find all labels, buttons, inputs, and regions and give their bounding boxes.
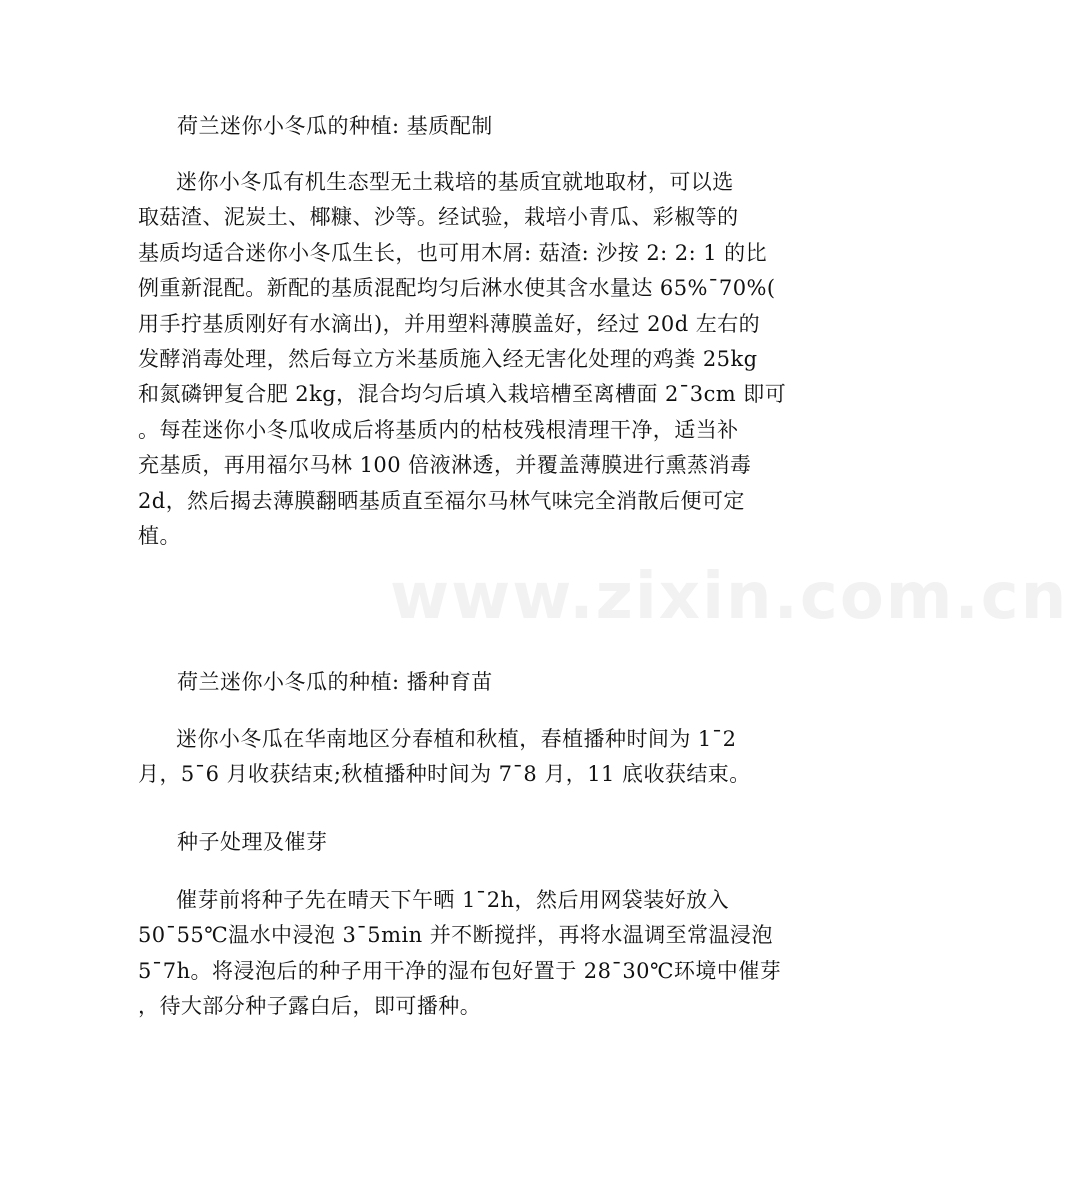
paragraph-line: 2d，然后揭去薄膜翻晒基质直至福尔马林气味完全消散后便可定 xyxy=(138,488,745,513)
paragraph-line: 植。 xyxy=(138,523,181,548)
section-heading-seed-treatment: 种子处理及催芽 xyxy=(177,830,328,854)
paragraph-line: 催芽前将种子先在晴天下午晒 1¯2h，然后用网袋装好放入 xyxy=(176,888,730,912)
paragraph-line: 月，5¯6 月收获结束;秋植播种时间为 7¯8 月，11 底收获结束。 xyxy=(138,762,751,787)
paragraph-substrate xyxy=(138,165,788,554)
paragraph-line: 50¯55℃温水中浸泡 3¯5min 并不断搅拌，再将水温调至常温浸泡 xyxy=(138,923,773,948)
section-heading-sowing: 荷兰迷你小冬瓜的种植: 播种育苗 xyxy=(177,670,493,694)
watermark: www.zixin.com.cn xyxy=(390,560,1068,634)
paragraph-line: 基质均适合迷你小冬瓜生长，也可用木屑: 菇渣: 沙按 2: 2: 1 的比 xyxy=(138,240,768,265)
paragraph-seed-treatment xyxy=(138,883,788,1025)
paragraph-line: 和氮磷钾复合肥 2kg，混合均匀后填入栽培槽至离槽面 2¯3cm 即可 xyxy=(138,382,787,407)
paragraph-line: 充基质，再用福尔马林 100 倍液淋透，并覆盖薄膜进行熏蒸消毒 xyxy=(138,453,752,478)
paragraph-line: 发酵消毒处理，然后每立方米基质施入经无害化处理的鸡粪 25kg xyxy=(138,346,758,371)
section-heading-substrate: 荷兰迷你小冬瓜的种植: 基质配制 xyxy=(177,114,493,138)
paragraph-line: 迷你小冬瓜在华南地区分春植和秋植，春植播种时间为 1¯2 xyxy=(176,727,737,751)
paragraph-line: 迷你小冬瓜有机生态型无土栽培的基质宜就地取材，可以选 xyxy=(176,170,734,194)
paragraph-sowing xyxy=(138,722,788,793)
paragraph-line: 例重新混配。新配的基质混配均匀后淋水使其含水量达 65%¯70%( xyxy=(138,276,776,301)
paragraph-line: 取菇渣、泥炭土、椰糠、沙等。经试验，栽培小青瓜、彩椒等的 xyxy=(138,205,739,230)
paragraph-line: 5¯7h。将浸泡后的种子用干净的湿布包好置于 28¯30℃环境中催芽 xyxy=(138,958,782,983)
paragraph-line: ，待大部分种子露白后，即可播种。 xyxy=(138,994,482,1019)
paragraph-line: 用手拧基质刚好有水滴出)，并用塑料薄膜盖好，经过 20d 左右的 xyxy=(138,311,761,336)
paragraph-line: 。每茬迷你小冬瓜收成后将基质内的枯枝残根清理干净，适当补 xyxy=(138,417,739,442)
